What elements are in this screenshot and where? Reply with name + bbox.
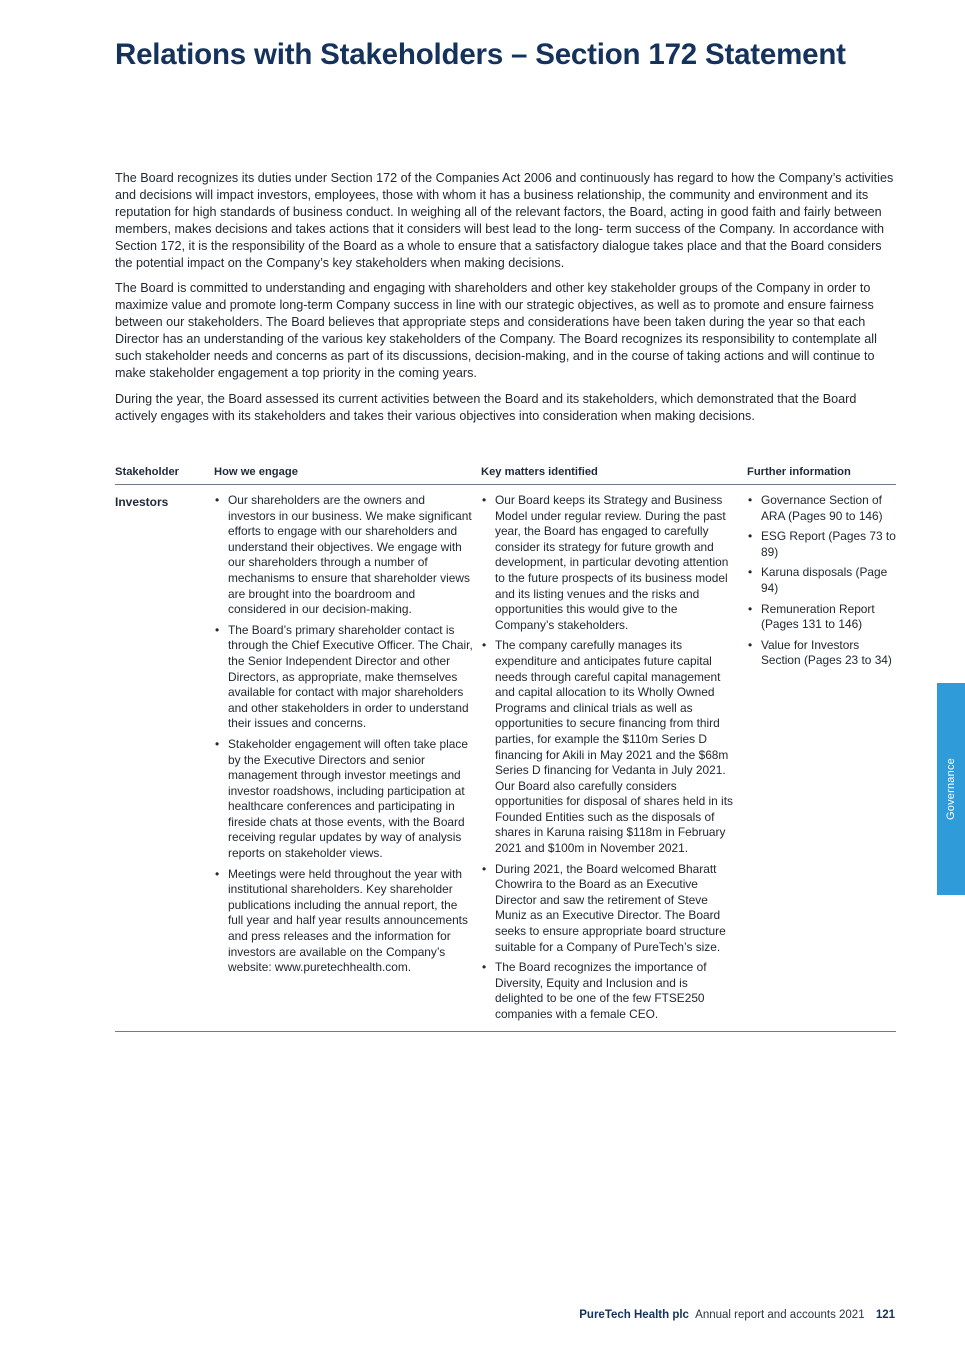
stakeholder-table (115, 466, 896, 1032)
key-matters-list (481, 493, 747, 1023)
page-footer (579, 1309, 895, 1321)
table-header (115, 466, 896, 485)
page-number: 121 (875, 1309, 895, 1321)
list-item: • Stakeholder engagement will often take place by the Executive Directors and senior management through investor meetings and investor roadshows, including participation at healthcare conferences and participating in fireside chats at those events, with the Board receiving regular updates by way of analysis reports on stakeholder views. (214, 737, 481, 862)
intro-paragraph: During the year, the Board assessed its current activities between the Board and its stakeholders, which demonstrated that the Board actively engages with its stakeholders and takes their various objectives into consideration when making decisions. (115, 391, 857, 423)
list-item: • The Board recognizes the importance of Diversity, Equity and Inclusion and is delighted to be one of the few FTSE250 companies with a female CEO. (481, 960, 747, 1022)
intro-paragraph: The Board is committed to understanding and engaging with shareholders and other key stakeholder groups of the Company in order to maximize value and promote long-term Company success in line with our strategic objectives, as well as to promote and ensure fairness between our stakeholders. The Board believes that appropriate steps and considerations have been taken during the year so that each Director has an understanding of the various key stakeholders of the Company. The Board recognizes its responsibility to contemplate all such stakeholder needs and concerns as part of its discussions, decision-making, and in the course of taking actions and will continue to make stakeholder engagement a top priority in the coming years. (115, 281, 877, 380)
section-tab-governance[interactable] (937, 683, 965, 895)
section-tab-label: Governance (945, 758, 957, 820)
header-further-information: Further information (747, 466, 851, 478)
footer-company: PureTech Health plc (579, 1309, 689, 1321)
list-item: • ESG Report (Pages 73 to 89) (747, 529, 896, 560)
header-stakeholder: Stakeholder (115, 466, 180, 478)
list-item: • Remuneration Report (Pages 131 to 146) (747, 602, 896, 633)
table-row (115, 485, 896, 1032)
footer-report-title: Annual report and accounts 2021 (695, 1309, 865, 1321)
list-item: • The Board’s primary shareholder contact is through the Chief Executive Officer. The Chair, the Senior Independent Director and other Directors, as appropriate, make themselves available for contact with major shareholders and other stakeholders in order to understand their issues and concerns. (214, 623, 481, 732)
list-item: • Value for Investors Section (Pages 23 to 34) (747, 638, 896, 669)
further-information-list (747, 493, 896, 669)
stakeholder-name: Investors (115, 495, 169, 509)
header-how-we-engage: How we engage (214, 466, 298, 478)
intro-section (115, 170, 900, 434)
list-item: • Our shareholders are the owners and investors in our business. We make significant efforts to engage with our shareholders and understand their objectives. We engage with our shareholders through a number of mechanisms to ensure that shareholder views are brought into the boardroom and considered in our decision-making. (214, 493, 481, 618)
how-we-engage-list (214, 493, 481, 976)
list-item: • Our Board keeps its Strategy and Business Model under regular review. During the past year, the Board has engaged to carefully consider its strategy for future growth and development, in particular devoting attention to the future prospects of its business model and its listing venues and the risks and opportunities this would give to the Company’s stakeholders. (481, 493, 747, 633)
page-title: Relations with Stakeholders – Section 172 Statement (115, 38, 846, 71)
header-key-matters: Key matters identified (481, 466, 598, 478)
list-item: • During 2021, the Board welcomed Bharatt Chowrira to the Board as an Executive Director and saw the retirement of Steve Muniz as an Executive Director. The Board seeks to ensure appropriate board structure suitable for a Company of PureTech’s size. (481, 862, 747, 956)
list-item: • The company carefully manages its expenditure and anticipates future capital needs through careful capital management and capital allocation to its Wholly Owned Programs and clinical trials as well as opportunities to secure financing from third parties, for example the $110m Series D financing for Akili in May 2021 and the $68m Series D financing for Vedanta in July 2021. Our Board also carefully considers opportunities for disposal of shares held in its Founded Entities such as the disposals of shares in Karuna raising $118m in February 2021 and $100m in November 2021. (481, 638, 747, 856)
intro-paragraph: The Board recognizes its duties under Section 172 of the Companies Act 2006 and continuously has regard to how the Company’s activities and decisions will impact investors, employees, those with whom it has a business relationship, the community and environment and its reputation for high standards of business conduct. In weighing all of the relevant factors, the Board, acting in good faith and fairly between members, makes decisions and takes actions that it considers will best lead to the long- term success of the Company. In accordance with Section 172, it is the responsibility of the Board as a whole to ensure that a satisfactory dialogue takes place and that the Board considers the potential impact on the Company’s key stakeholders when making decisions. (115, 171, 894, 270)
list-item: • Karuna disposals (Page 94) (747, 565, 896, 596)
list-item: • Governance Section of ARA (Pages 90 to 146) (747, 493, 896, 524)
list-item: • Meetings were held throughout the year with institutional shareholders. Key shareholder publications including the annual report, the full year and half year results announcements and press releases and the information for investors are available on the Company’s website: www.puretechhealth.com. (214, 867, 481, 976)
